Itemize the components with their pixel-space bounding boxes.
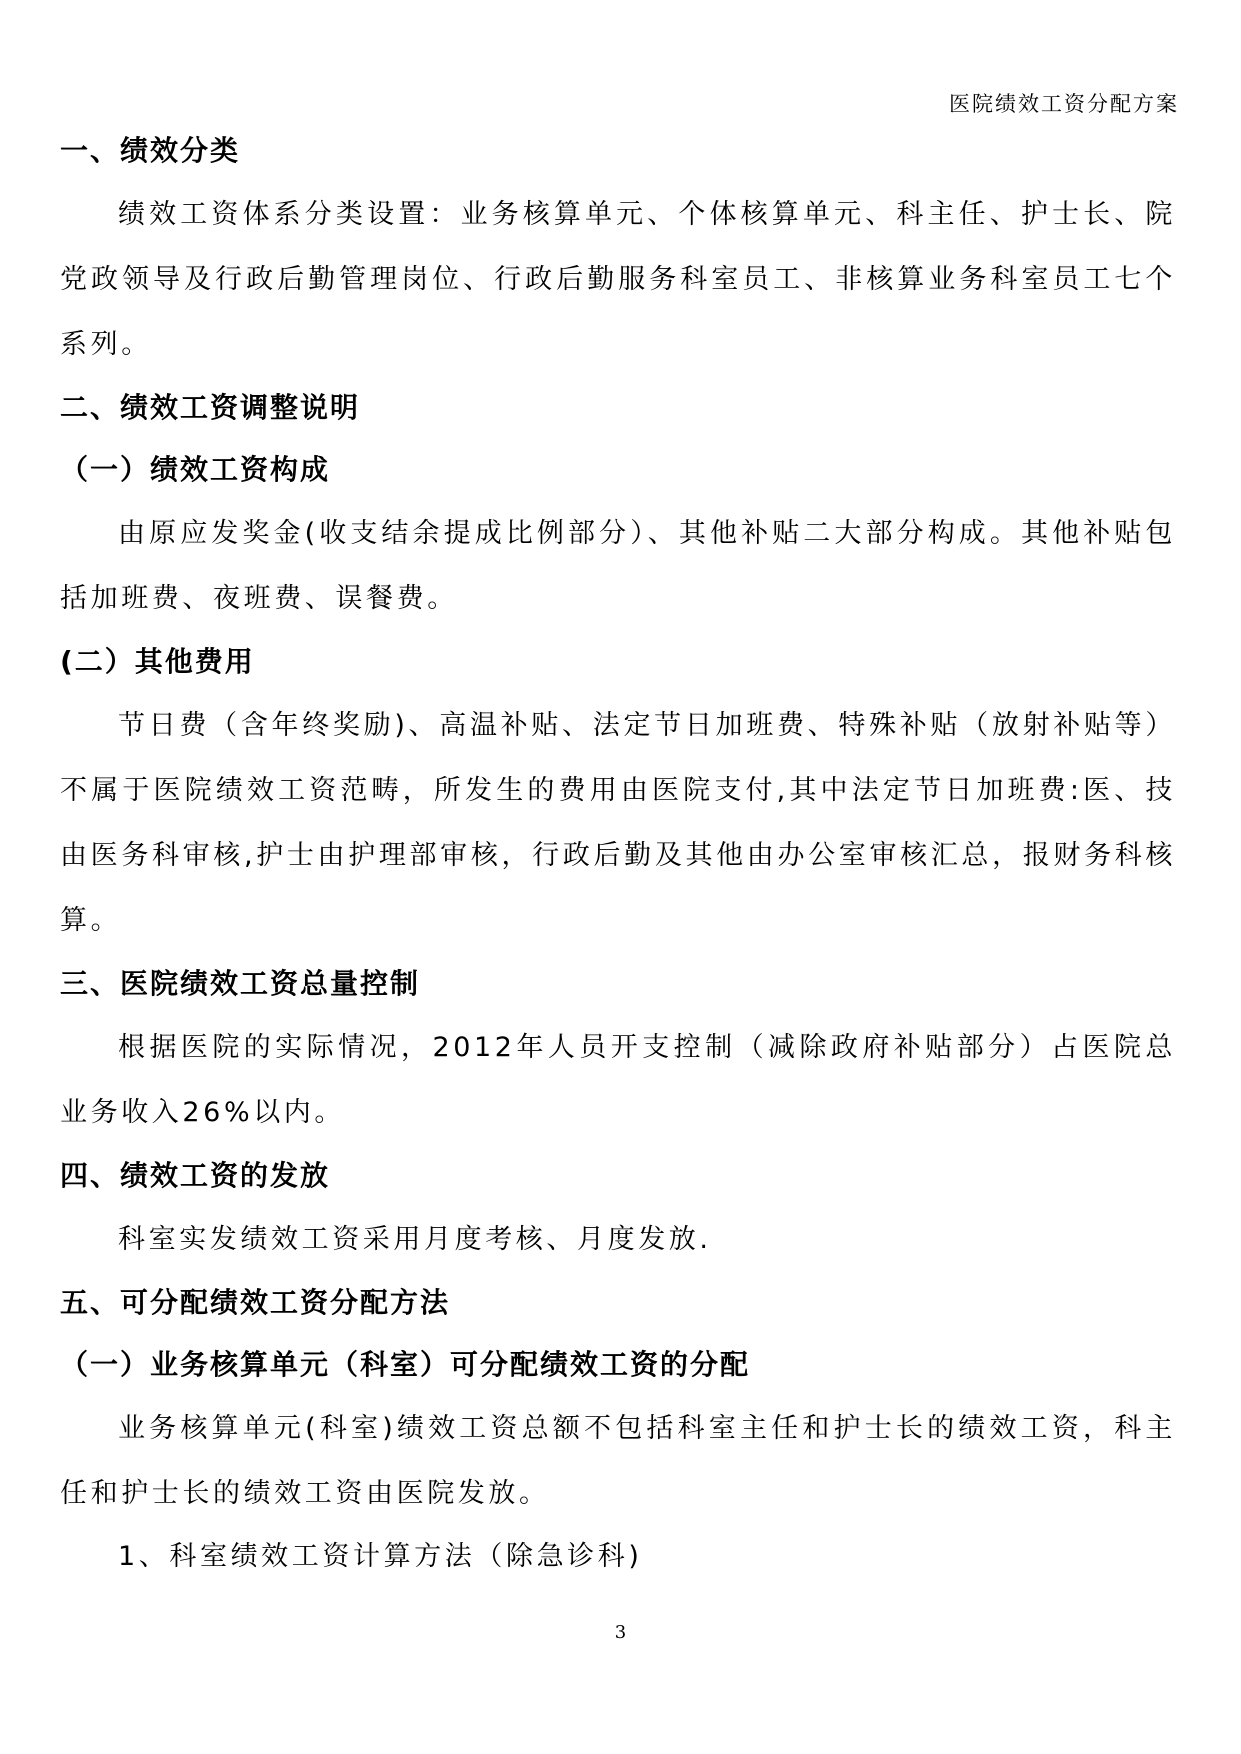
subsection-paragraph-2-1: 由原应发奖金(收支结余提成比例部分）、其他补贴二大部分构成。其他补贴包括加班费、夜班费、误餐费。 bbox=[60, 518, 1176, 614]
subsection-paragraph-2-2: 节日费（含年终奖励)、高温补贴、法定节日加班费、特殊补贴（放射补贴等）不属于医院绩效工资范畴，所发生的费用由医院支付,其中法定节日加班费:医、技由医务科审核,护士由护理部审核，行政后勤及其他由办公室审核汇总，报财务科核算。 bbox=[60, 710, 1176, 936]
subsection-heading-2-2: (二）其他费用 bbox=[60, 645, 255, 678]
section-paragraph-4: 科室实发绩效工资采用月度考核、月度发放. bbox=[118, 1224, 712, 1255]
document-body bbox=[60, 120, 1176, 1588]
subsection-heading-2-1: （一）绩效工资构成 bbox=[60, 453, 331, 486]
page-number: 3 bbox=[614, 1622, 627, 1643]
numbered-item-1: 1、科室绩效工资计算方法（除急诊科) bbox=[118, 1541, 643, 1572]
section-heading-5: 五、可分配绩效工资分配方法 bbox=[60, 1286, 451, 1319]
section-heading-3: 三、医院绩效工资总量控制 bbox=[60, 967, 421, 1000]
running-header-title: 医院绩效工资分配方案 bbox=[949, 92, 1179, 116]
section-heading-4: 四、绩效工资的发放 bbox=[60, 1159, 331, 1192]
section-heading-1: 一、绩效分类 bbox=[60, 134, 241, 167]
subsection-paragraph-5-1: 业务核算单元(科室)绩效工资总额不包括科室主任和护士长的绩效工资，科主任和护士长的绩效工资由医院发放。 bbox=[60, 1413, 1176, 1509]
section-paragraph-3: 根据医院的实际情况，2012年人员开支控制（减除政府补贴部分）占医院总业务收入26%以内。 bbox=[60, 1032, 1176, 1128]
subsection-heading-5-1: （一）业务核算单元（科室）可分配绩效工资的分配 bbox=[60, 1348, 751, 1381]
section-paragraph-1: 绩效工资体系分类设置：业务核算单元、个体核算单元、科主任、护士长、院党政领导及行政后勤管理岗位、行政后勤服务科室员工、非核算业务科室员工七个系列。 bbox=[60, 199, 1176, 360]
section-heading-2: 二、绩效工资调整说明 bbox=[60, 391, 361, 424]
